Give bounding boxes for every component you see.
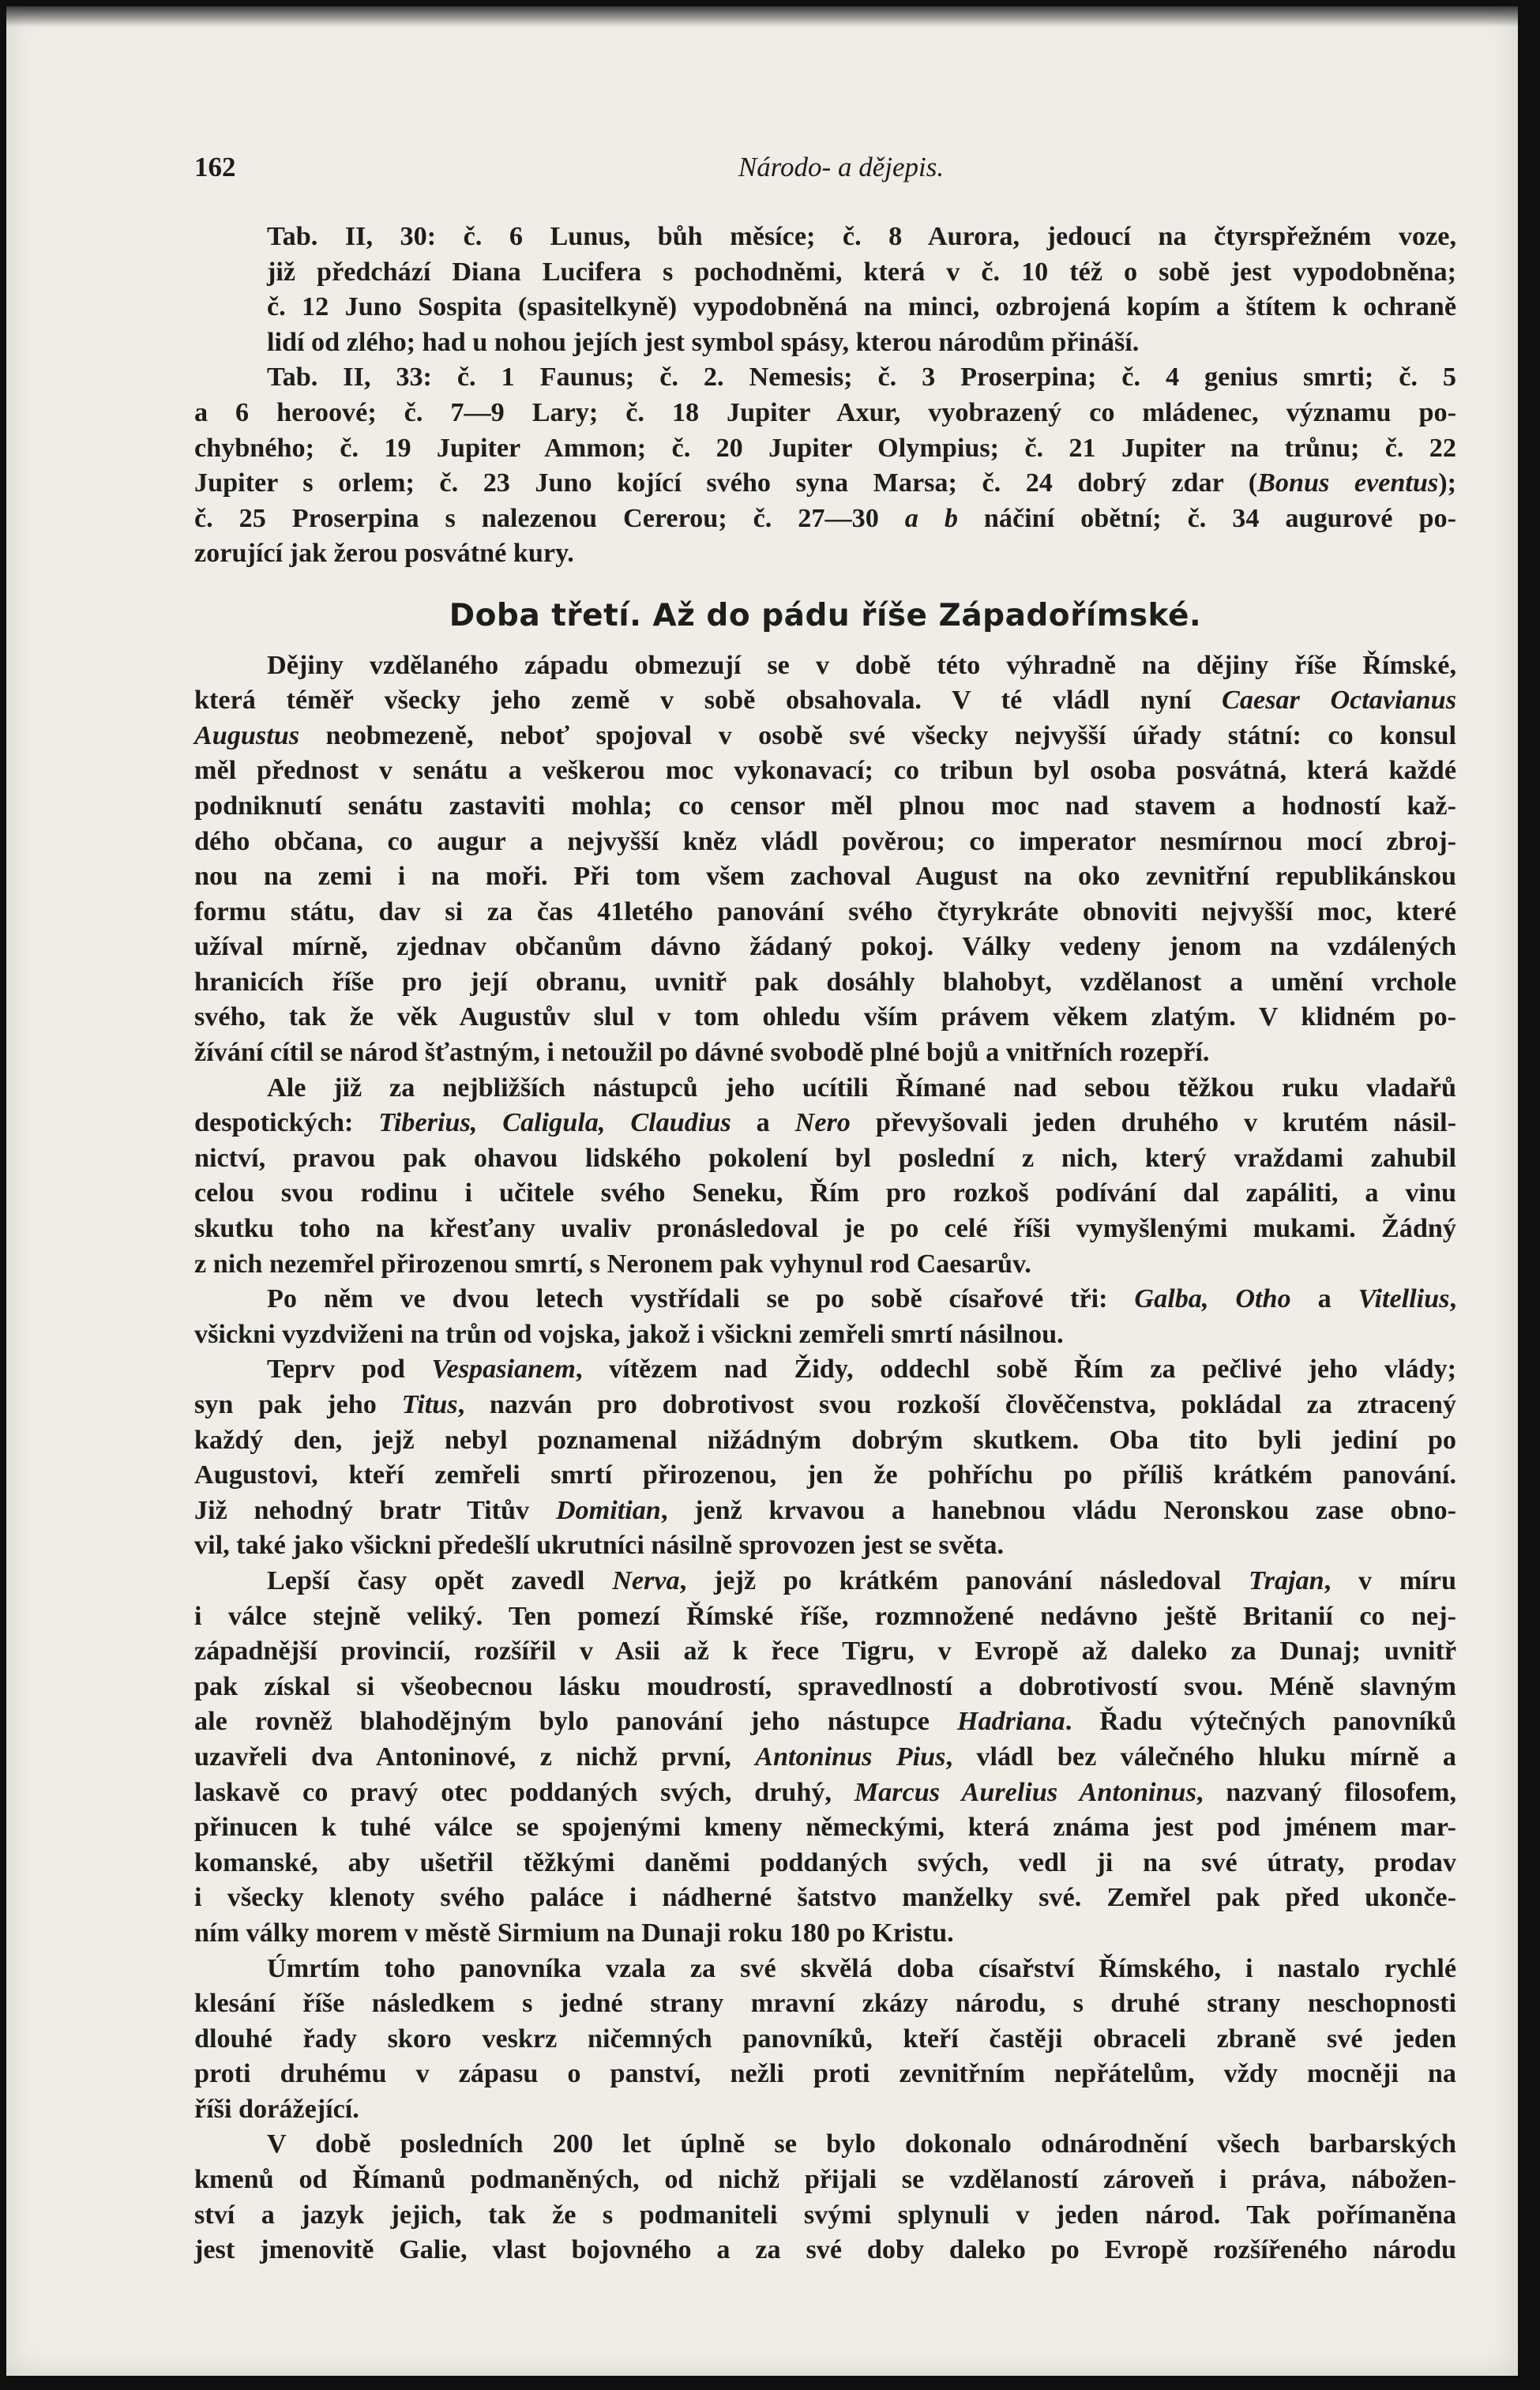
text-line: skutku toho na křesťany uvaliv pronásledoval je po celé říši vymyšlenými mukami. Žádný bbox=[194, 1214, 1456, 1244]
text-line: každý den, jejž nebyl poznamenal nižádným dobrým skutkem. Oba tito byli jediní po bbox=[194, 1425, 1456, 1455]
paragraph bbox=[194, 1282, 1456, 1352]
text-line: již předchází Diana Lucifera s pochodněmi, která v č. 10 též o sobě jest vypodobněna; bbox=[267, 257, 1456, 287]
italic-name: Domitian bbox=[555, 1495, 661, 1525]
text-line: všickni vyzdviženi na trůn od vojska, jakož i všickni zemřeli smrtí násilnou. bbox=[194, 1319, 1064, 1349]
paragraph bbox=[194, 1352, 1456, 1564]
text-line: č. 12 Juno Sospita (spasitelkyně) vypodobněná na minci, ozbrojená kopím a štítem k ochraně bbox=[267, 292, 1456, 322]
text-segment: , jejž po krátkém panování následoval bbox=[679, 1565, 1249, 1595]
text-line: pak získal si všeobecnou lásku moudrostí, spravedlností a dobrotivostí svou. Méně slavným bbox=[194, 1671, 1456, 1701]
text-line: a 6 heroové; č. 7—9 Lary; č. 18 Jupiter Axur, vyobrazený co mládenec, významu po- bbox=[194, 397, 1456, 427]
text-line: vil, také jako všickni předešlí ukrutníci násilně sprovozen jest se světa. bbox=[194, 1531, 1005, 1561]
text-line: kmenů od Římanů podmaněných, od nichž přijali se vzdělaností zároveň i práva, nábožen- bbox=[194, 2165, 1456, 2195]
text-line: říši dorážející. bbox=[194, 2094, 359, 2124]
text-line bbox=[194, 1388, 1456, 1423]
text-line: žívání cítil se národ šťastným, i netoužil po dávné svobodě plné bojů a vnitřních rozepří. bbox=[194, 1038, 1210, 1068]
page-header bbox=[194, 152, 1456, 199]
italic-name: Hadriana bbox=[956, 1707, 1065, 1737]
text-segment: a bbox=[1290, 1284, 1358, 1314]
text-line bbox=[194, 1106, 1456, 1141]
text-segment: Lepší časy opět zavedl bbox=[267, 1565, 613, 1595]
text-line bbox=[194, 719, 1456, 754]
text-line: formu státu, dav si za čas 41letého panování svého čtyrykráte obnoviti nejvyšší moc, které bbox=[194, 896, 1456, 926]
italic-name: Tiberius, Caligula, Claudius bbox=[378, 1108, 731, 1138]
text-line: měl přednost v senátu a veškerou moc vykonavací; co tribun byl osoba posvátná, která každé bbox=[194, 756, 1456, 786]
text-line: i všecky klenoty svého paláce i nádherné šatstvo manželky své. Zemřel pak před ukonče- bbox=[194, 1883, 1456, 1913]
text-line: dého občana, co augur a nejvyšší kněz vládl pověrou; co imperator nesmírnou mocí zbroj- bbox=[194, 826, 1456, 856]
text-line: Tab. II, 33: č. 1 Faunus; č. 2. Nemesis; č. 3 Proserpina; č. 4 genius smrti; č. 5 bbox=[267, 363, 1456, 393]
text-segment: , bbox=[1449, 1284, 1457, 1314]
italic-name: Vitellius bbox=[1358, 1284, 1450, 1314]
text-line: Úmrtím toho panovníka vzala za své skvělá doba císařství Římského, i nastalo rychlé bbox=[267, 1953, 1456, 1983]
text-segment: , vítězem nad Židy, oddechl sobě Řím za pečlivé jeho vlády; bbox=[575, 1355, 1456, 1385]
text-segment: náčiní obětní; č. 34 augurové po- bbox=[957, 503, 1456, 533]
text-segment: despotických: bbox=[194, 1108, 379, 1138]
italic-name: Augustus bbox=[194, 720, 300, 750]
plate-caption-tab-ii-33 bbox=[194, 360, 1456, 572]
text-line: ním války morem v městě Sirmium na Dunaji roku 180 po Kristu. bbox=[194, 1918, 954, 1948]
text-line: proti druhému v zápasu o panství, nežli proti zevnitřním nepřátelům, vždy mocněji na bbox=[194, 2059, 1456, 2089]
text-line: celou svou rodinu i učitele svého Seneku, Řím pro rozkoš podívání dal zapáliti, a vinu bbox=[194, 1178, 1456, 1208]
text-line: podniknutí senátu zastaviti mohla; co censor měl plnou moc nad stavem a hodností kaž- bbox=[194, 791, 1456, 821]
italic-name: Vespasianem bbox=[431, 1355, 576, 1385]
text-line: jest jmenovitě Galie, vlast bojovného a za své doby daleko po Evropě rozšířeného národu bbox=[194, 2235, 1456, 2265]
italic-term: Bonus eventus bbox=[1257, 468, 1439, 498]
text-line bbox=[194, 1494, 1456, 1529]
paragraph bbox=[194, 1952, 1456, 2128]
text-segment: Po něm ve dvou letech vystřídali se po sobě císařové tři: bbox=[267, 1284, 1135, 1314]
text-line: i válce stejně veliký. Ten pomezí Římské říše, rozmnožené nedávno ještě Britanií co nej- bbox=[194, 1601, 1456, 1631]
text-segment: ale rovněž blahodějným bylo panování jeho nástupce bbox=[194, 1707, 957, 1737]
paragraph bbox=[194, 2127, 1456, 2268]
text-line: Dějiny vzdělaného západu obmezují se v době této výhradně na dějiny říše Římské, bbox=[267, 650, 1456, 680]
text-line: dlouhé řady skoro veskrz ničemných panovníků, kteří častěji obraceli zbraně své jeden bbox=[194, 2024, 1456, 2054]
text-segment: , nazván pro dobrotivost svou rozkoší člověčenstva, pokládal za ztracený bbox=[457, 1390, 1456, 1419]
section-heading: Doba třetí. Až do pádu říše Západořímské. bbox=[449, 597, 1202, 633]
running-title: Národo- a dějepis. bbox=[738, 152, 945, 182]
text-segment: laskavě co pravý otec poddaných svých, druhý, bbox=[194, 1777, 855, 1807]
italic-name: Nero bbox=[794, 1108, 851, 1138]
text-segment: Již nehodný bratr Titův bbox=[194, 1495, 556, 1525]
text-line: nou na zemi i na moři. Při tom všem zachoval August na oko zevnitřní republikánskou bbox=[194, 862, 1456, 892]
italic-name: Caesar Octavianus bbox=[1222, 686, 1456, 716]
text-segment: ); bbox=[1438, 468, 1456, 498]
text-line: přinucen k tuhé válce se spojenými kmeny německými, která známa jest pod jménem mar- bbox=[194, 1813, 1456, 1843]
text-line: západnější provincií, rozšířil v Asii až k řece Tigru, v Evropě až daleko za Dunaj; uvnitř bbox=[194, 1637, 1456, 1667]
text-line: Augustovi, kteří zemřeli smrtí přirozenou, jen že pohříchu po příliš krátkém panování. bbox=[194, 1460, 1456, 1490]
text-line bbox=[194, 1282, 1456, 1317]
text-line: chybného; č. 19 Jupiter Ammon; č. 20 Jupiter Olympius; č. 21 Jupiter na trůnu; č. 22 bbox=[194, 433, 1456, 463]
text-line: lidí od zlého; had u nohou jejích jest symbol spásy, kterou národům přináší. bbox=[267, 327, 1140, 357]
text-line bbox=[194, 1704, 1456, 1740]
text-line: hranicích říše pro její obranu, uvnitř pak dosáhly blahobyt, vzdělanost a umění vrchole bbox=[194, 967, 1456, 997]
text-segment: , vládl bez válečného hluku mírně a bbox=[945, 1742, 1457, 1772]
page-number: 162 bbox=[194, 152, 236, 182]
text-line bbox=[194, 1564, 1456, 1599]
text-line: klesání říše následkem s jedné strany mravní zkázy národu, s druhé strany neschopnosti bbox=[194, 1989, 1456, 2019]
text-segment: , v míru bbox=[1324, 1565, 1456, 1595]
text-line: svého, tak že věk Augustův slul v tom ohledu vším právem věkem zlatým. V klidném po- bbox=[194, 1002, 1456, 1032]
text-segment: . Řadu výtečných panovníků bbox=[1065, 1707, 1456, 1737]
paragraph bbox=[194, 648, 1456, 1071]
text-line bbox=[194, 683, 1456, 719]
italic-name: Nerva bbox=[612, 1565, 680, 1595]
text-segment: Teprv pod bbox=[267, 1355, 432, 1385]
text-segment: , jenž krvavou a hanebnou vládu Neronskou zase obno- bbox=[660, 1495, 1456, 1525]
plate-caption-tab-ii-30 bbox=[194, 220, 1456, 360]
paragraph bbox=[194, 1564, 1456, 1952]
text-line: V době posledních 200 let úplně se bylo dokonalo odnárodnění všech barbarských bbox=[267, 2129, 1456, 2159]
text-line bbox=[194, 1740, 1456, 1776]
text-line bbox=[194, 1352, 1456, 1388]
text-segment: která téměř všecky jeho země v sobě obsahovala. V té vládl nyní bbox=[194, 686, 1223, 716]
text-segment: a bbox=[731, 1108, 795, 1138]
italic-term: a b bbox=[904, 503, 958, 533]
text-line: Ale již za nejbližších nástupců jeho ucítili Římané nad sebou těžkou ruku vladařů bbox=[267, 1073, 1456, 1103]
page-body bbox=[194, 220, 1456, 2268]
text-segment: , nazvaný filosofem, bbox=[1196, 1777, 1456, 1807]
italic-name: Galba, Otho bbox=[1134, 1284, 1291, 1314]
text-line: nictví, pravou pak ohavou lidského pokolení byl poslední z nich, který vraždami zahubil bbox=[194, 1143, 1456, 1173]
text-line bbox=[194, 1776, 1456, 1811]
italic-name: Titus bbox=[401, 1390, 458, 1419]
italic-name: Antoninus Pius bbox=[755, 1742, 946, 1772]
paragraph bbox=[194, 1071, 1456, 1283]
text-segment: syn pak jeho bbox=[194, 1390, 402, 1419]
text-line: Tab. II, 30: č. 6 Lunus, bůh měsíce; č. 8 Aurora, jedoucí na čtyrspřežném voze, bbox=[267, 222, 1456, 251]
scanned-page bbox=[6, 6, 1518, 2376]
text-line bbox=[194, 466, 1456, 502]
text-segment: neobmezeně, neboť spojoval v osobě své všecky nejvyšší úřady státní: co konsul bbox=[299, 720, 1456, 750]
text-line: zorující jak žerou posvátné kury. bbox=[194, 539, 574, 569]
text-line: komanské, aby ušetřil těžkými daněmi poddaných svých, vedl ji na své útraty, prodav bbox=[194, 1847, 1456, 1877]
text-segment: převyšovali jeden druhého v krutém násil- bbox=[850, 1108, 1457, 1138]
italic-name: Trajan bbox=[1249, 1565, 1324, 1595]
text-segment: č. 25 Proserpina s nalezenou Cererou; č. 27—30 bbox=[194, 503, 905, 533]
italic-name: Marcus Aurelius Antoninus bbox=[854, 1777, 1196, 1807]
text-line: ství a jazyk jejich, tak že s podmaniteli svými splynuli v jeden národ. Tak pořímaněna bbox=[194, 2200, 1456, 2230]
text-line bbox=[194, 502, 1456, 537]
text-line: užíval mírně, zjednav občanům dávno žádaný pokoj. Války vedeny jenom na vzdálených bbox=[194, 932, 1456, 962]
text-line: z nich nezemřel přirozenou smrtí, s Neronem pak vyhynul rod Caesarův. bbox=[194, 1249, 1031, 1279]
text-segment: Jupiter s orlem; č. 23 Juno kojící svého syna Marsa; č. 24 dobrý zdar ( bbox=[194, 468, 1258, 498]
text-segment: uzavřeli dva Antoninové, z nichž první, bbox=[194, 1742, 756, 1772]
